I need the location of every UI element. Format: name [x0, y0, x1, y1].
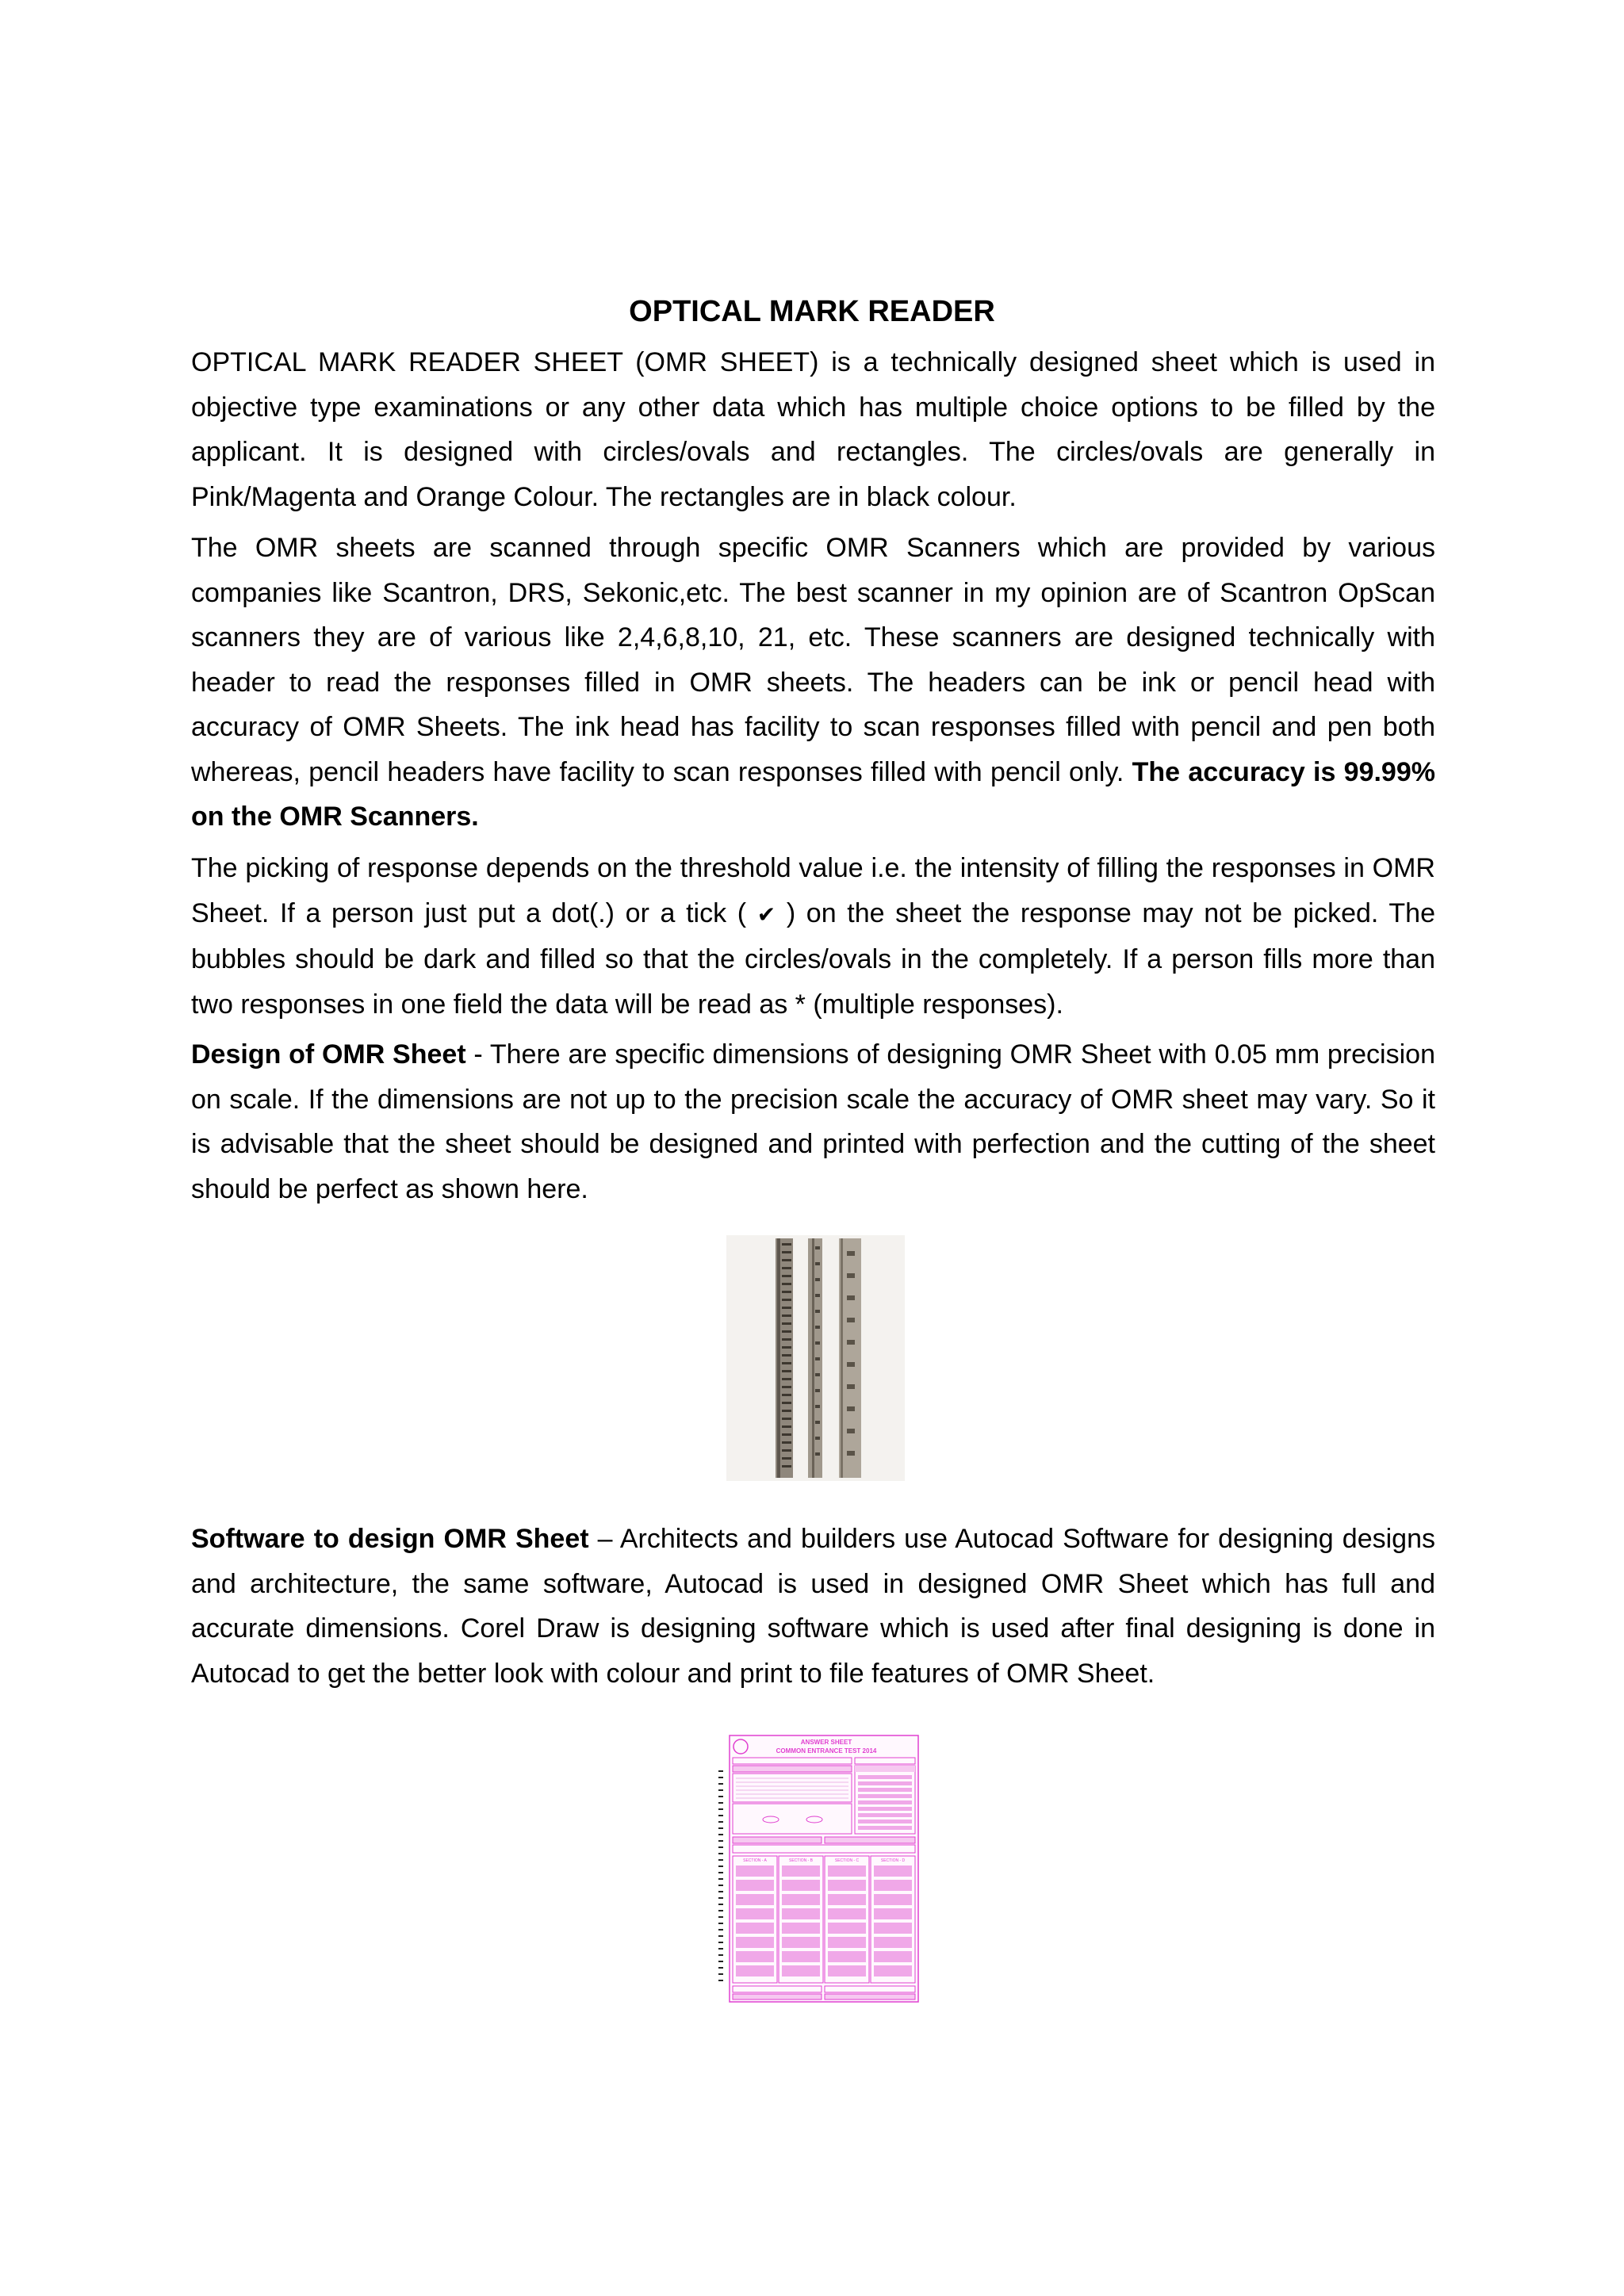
accuracy-statement: The accuracy is 99.99% on the OMR Scanners.: [191, 756, 1435, 832]
paragraph-text: The picking of response depends on the threshold value i.e. the intensity of filling the responses in OMR Sheet. If a person just put a dot(.) or a tick (: [191, 853, 1435, 928]
paragraph-omr-definition: [191, 340, 1435, 519]
paragraph-omr-design: [191, 1032, 1435, 1211]
paragraph-text: ) on the sheet the response may not be picked. The bubbles should be dark and filled so that the circles/ovals in the completely. If a person fills more than two responses in one field the data will be read as * (multiple responses).: [191, 897, 1435, 1020]
paragraph-text: OPTICAL MARK READER SHEET (OMR SHEET) is a technically designed sheet which is used in objective type examinations or any other data which has multiple choice options to be filled by the applicant. It is designed with circles/ovals and rectangles. The circles/ovals are generally in Pink/Magenta and Orange Colour. The rectangles are in black colour.: [191, 347, 1435, 512]
paragraph-text: – Architects and builders use Autocad Software for designing designs and architecture, the same software, Autocad is used in designed OMR Sheet which has full and accurate dimensions. Corel Draw is designing software which is used after final designing is done in Autocad to get the better look with colour and print to file features of OMR Sheet.: [191, 1524, 1435, 1689]
section-heading-design: Design of OMR Sheet: [191, 1039, 466, 1070]
omr-sheet-illustration: [715, 1732, 923, 2006]
omr-section-a: SECTION - A: [743, 1858, 767, 1863]
omr-section-c: SECTION - C: [834, 1858, 860, 1863]
cutting-strips-photo: [726, 1235, 905, 1481]
omr-section-d: SECTION - D: [880, 1858, 906, 1863]
paragraph-text: The OMR sheets are scanned through specific OMR Scanners which are provided by various companies like Scantron, DRS, Sekonic,etc. The best scanner in my opinion are of Scantron OpScan scanners they are of various like 2,4,6,8,10, 21, etc. These scanners are designed technically with header to read the responses filled in OMR sheets. The headers can be ink or pencil head with accuracy of OMR Sheets. The ink head has facility to scan responses filled with pencil and pen both whereas, pencil headers have facility to scan responses filled with pencil only.: [191, 533, 1435, 787]
paragraph-omr-scanners: [191, 526, 1435, 840]
section-heading-software: Software to design OMR Sheet: [191, 1524, 589, 1554]
paragraph-response-picking: [191, 846, 1435, 1027]
cutting-strips-illustration: [726, 1235, 905, 1481]
omr-heading-line1: ANSWER SHEET: [800, 1739, 852, 1746]
paragraph-omr-software: [191, 1517, 1435, 1696]
page-title: OPTICAL MARK READER: [629, 295, 995, 328]
tick-icon: ✔: [756, 901, 776, 928]
omr-section-b: SECTION - B: [788, 1858, 814, 1863]
omr-heading-line2: COMMON ENTRANCE TEST 2014: [776, 1747, 877, 1755]
paragraph-text: - There are specific dimensions of designing OMR Sheet with 0.05 mm precision on scale. If the dimensions are not up to the precision scale the accuracy of OMR sheet may vary. So it is advisable that the sheet should be designed and printed with perfection and the cutting of the sheet should be perfect as shown here.: [191, 1039, 1435, 1204]
omr-answer-sheet-image: [715, 1732, 923, 2006]
